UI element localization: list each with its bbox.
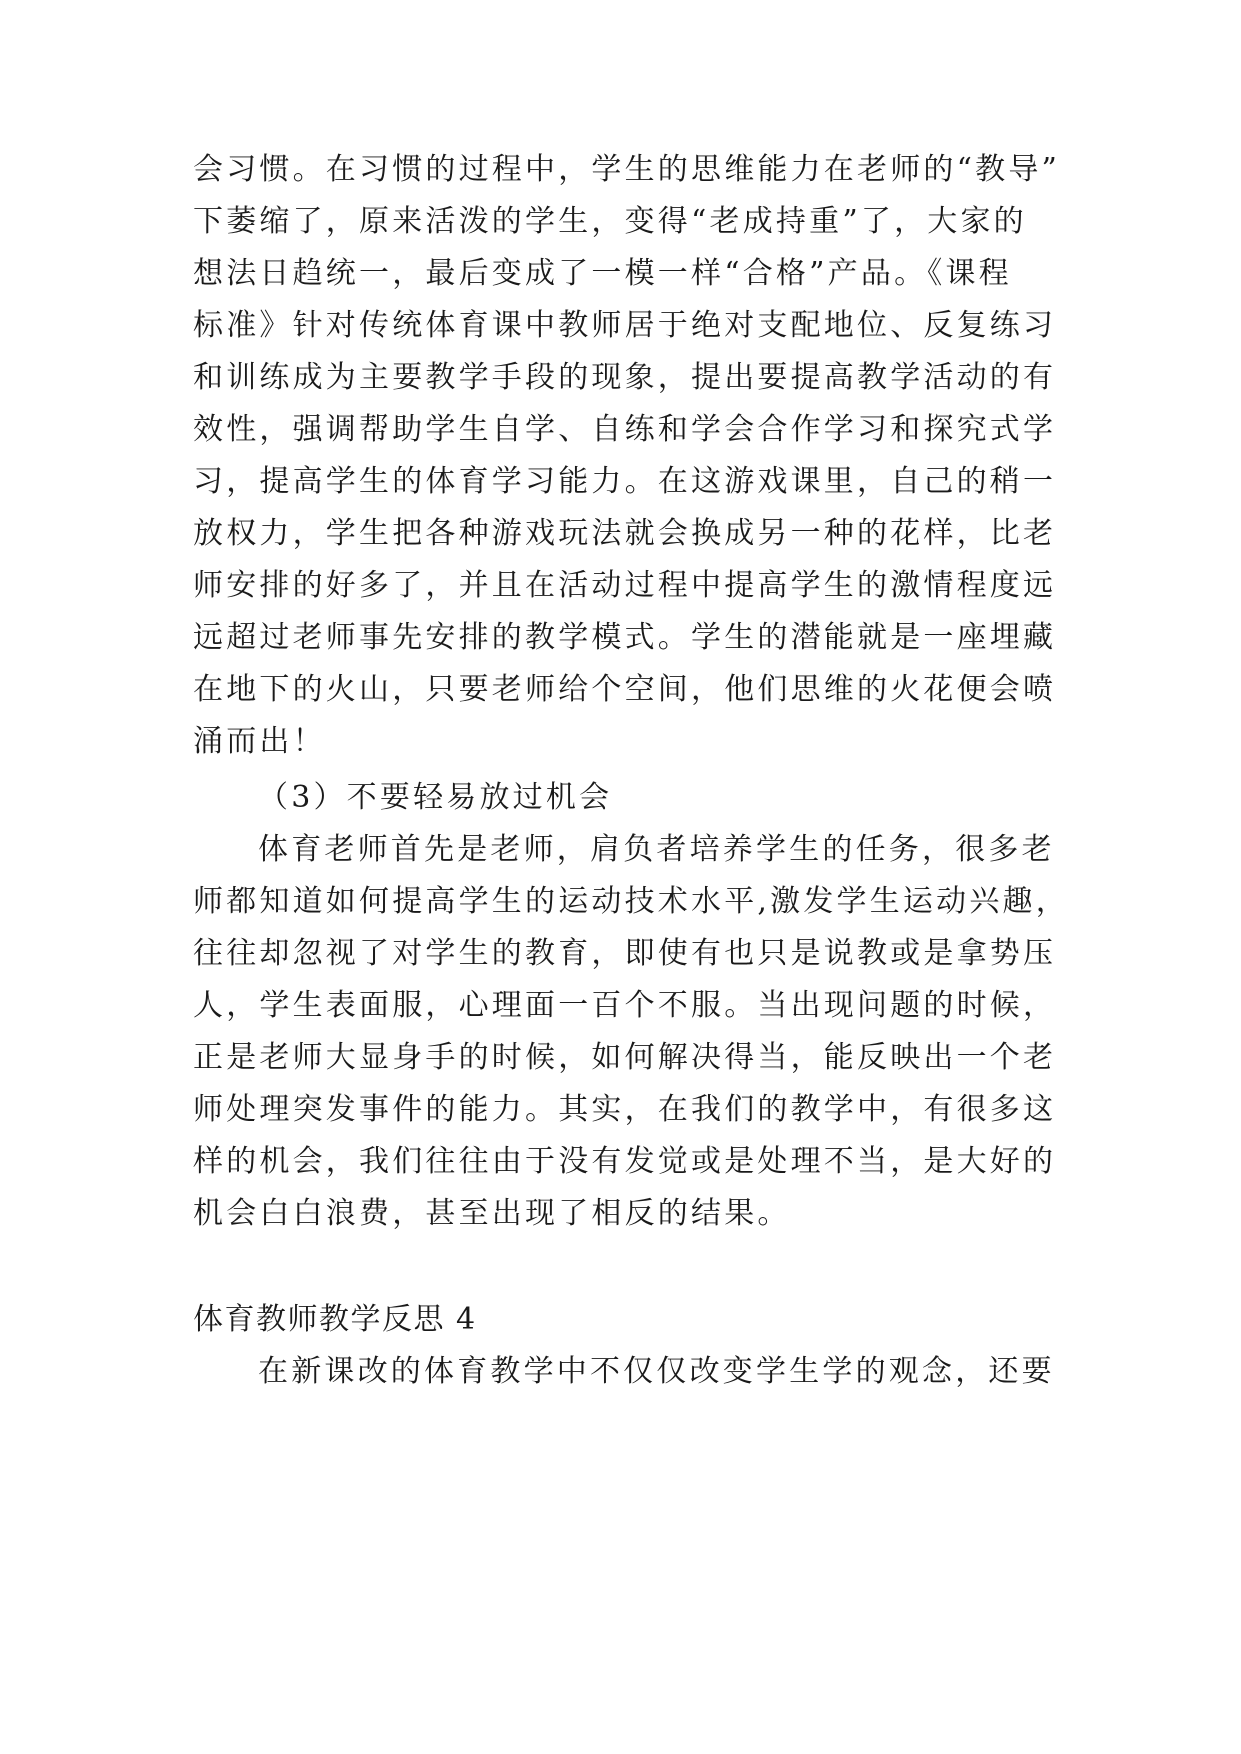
paragraph-line: 样的机会，我们往往由于没有发觉或是处理不当，是大好的 (193, 1144, 1057, 1179)
paragraph-line: 体育老师首先是老师，肩负者培养学生的任务，很多老 (258, 832, 1055, 867)
paragraph-line: 师处理突发事件的能力。其实，在我们的教学中，有很多这 (193, 1092, 1057, 1127)
paragraph-line: 下萎缩了，原来活泼的学生，变得“老成持重”了，大家的 (193, 204, 1027, 239)
paragraph-line: 远超过老师事先安排的教学模式。学生的潜能就是一座埋藏 (193, 620, 1057, 655)
paragraph-line: 涌而出！ (193, 724, 326, 759)
paragraph-line: 想法日趋统一，最后变成了一模一样“合格”产品。《课程 (193, 256, 1012, 291)
paragraph-line: 师安排的好多了，并且在活动过程中提高学生的激情程度远 (193, 568, 1057, 603)
paragraph-line: 正是老师大显身手的时候，如何解决得当，能反映出一个老 (193, 1040, 1057, 1075)
paragraph-line: 放权力，学生把各种游戏玩法就会换成另一种的花样，比老 (193, 516, 1057, 551)
paragraph-line: 效性，强调帮助学生自学、自练和学会合作学习和探究式学 (193, 412, 1057, 447)
section-title: 体育教师教学反思 4 (193, 1302, 477, 1337)
paragraph-line: 在新课改的体育教学中不仅仅改变学生学的观念，还要 (258, 1354, 1055, 1389)
paragraph-line: 师都知道如何提高学生的运动技术水平,激发学生运动兴趣， (193, 884, 1069, 919)
paragraph-line: 习，提高学生的体育学习能力。在这游戏课里，自己的稍一 (193, 464, 1057, 499)
paragraph-line: 会习惯。在习惯的过程中，学生的思维能力在老师的“教导” (193, 152, 1061, 187)
paragraph-line: 在地下的火山，只要老师给个空间，他们思维的火花便会喷 (193, 672, 1057, 707)
paragraph-line: 标准》针对传统体育课中教师居于绝对支配地位、反复练习 (193, 308, 1057, 343)
subheading: （3）不要轻易放过机会 (258, 780, 613, 815)
paragraph-line: 和训练成为主要教学手段的现象，提出要提高教学活动的有 (193, 360, 1057, 395)
paragraph-line: 机会白白浪费，甚至出现了相反的结果。 (193, 1196, 791, 1231)
paragraph-line: 人，学生表面服，心理面一百个不服。当出现问题的时候， (193, 988, 1057, 1023)
paragraph-line: 往往却忽视了对学生的教育，即使有也只是说教或是拿势压 (193, 936, 1057, 971)
